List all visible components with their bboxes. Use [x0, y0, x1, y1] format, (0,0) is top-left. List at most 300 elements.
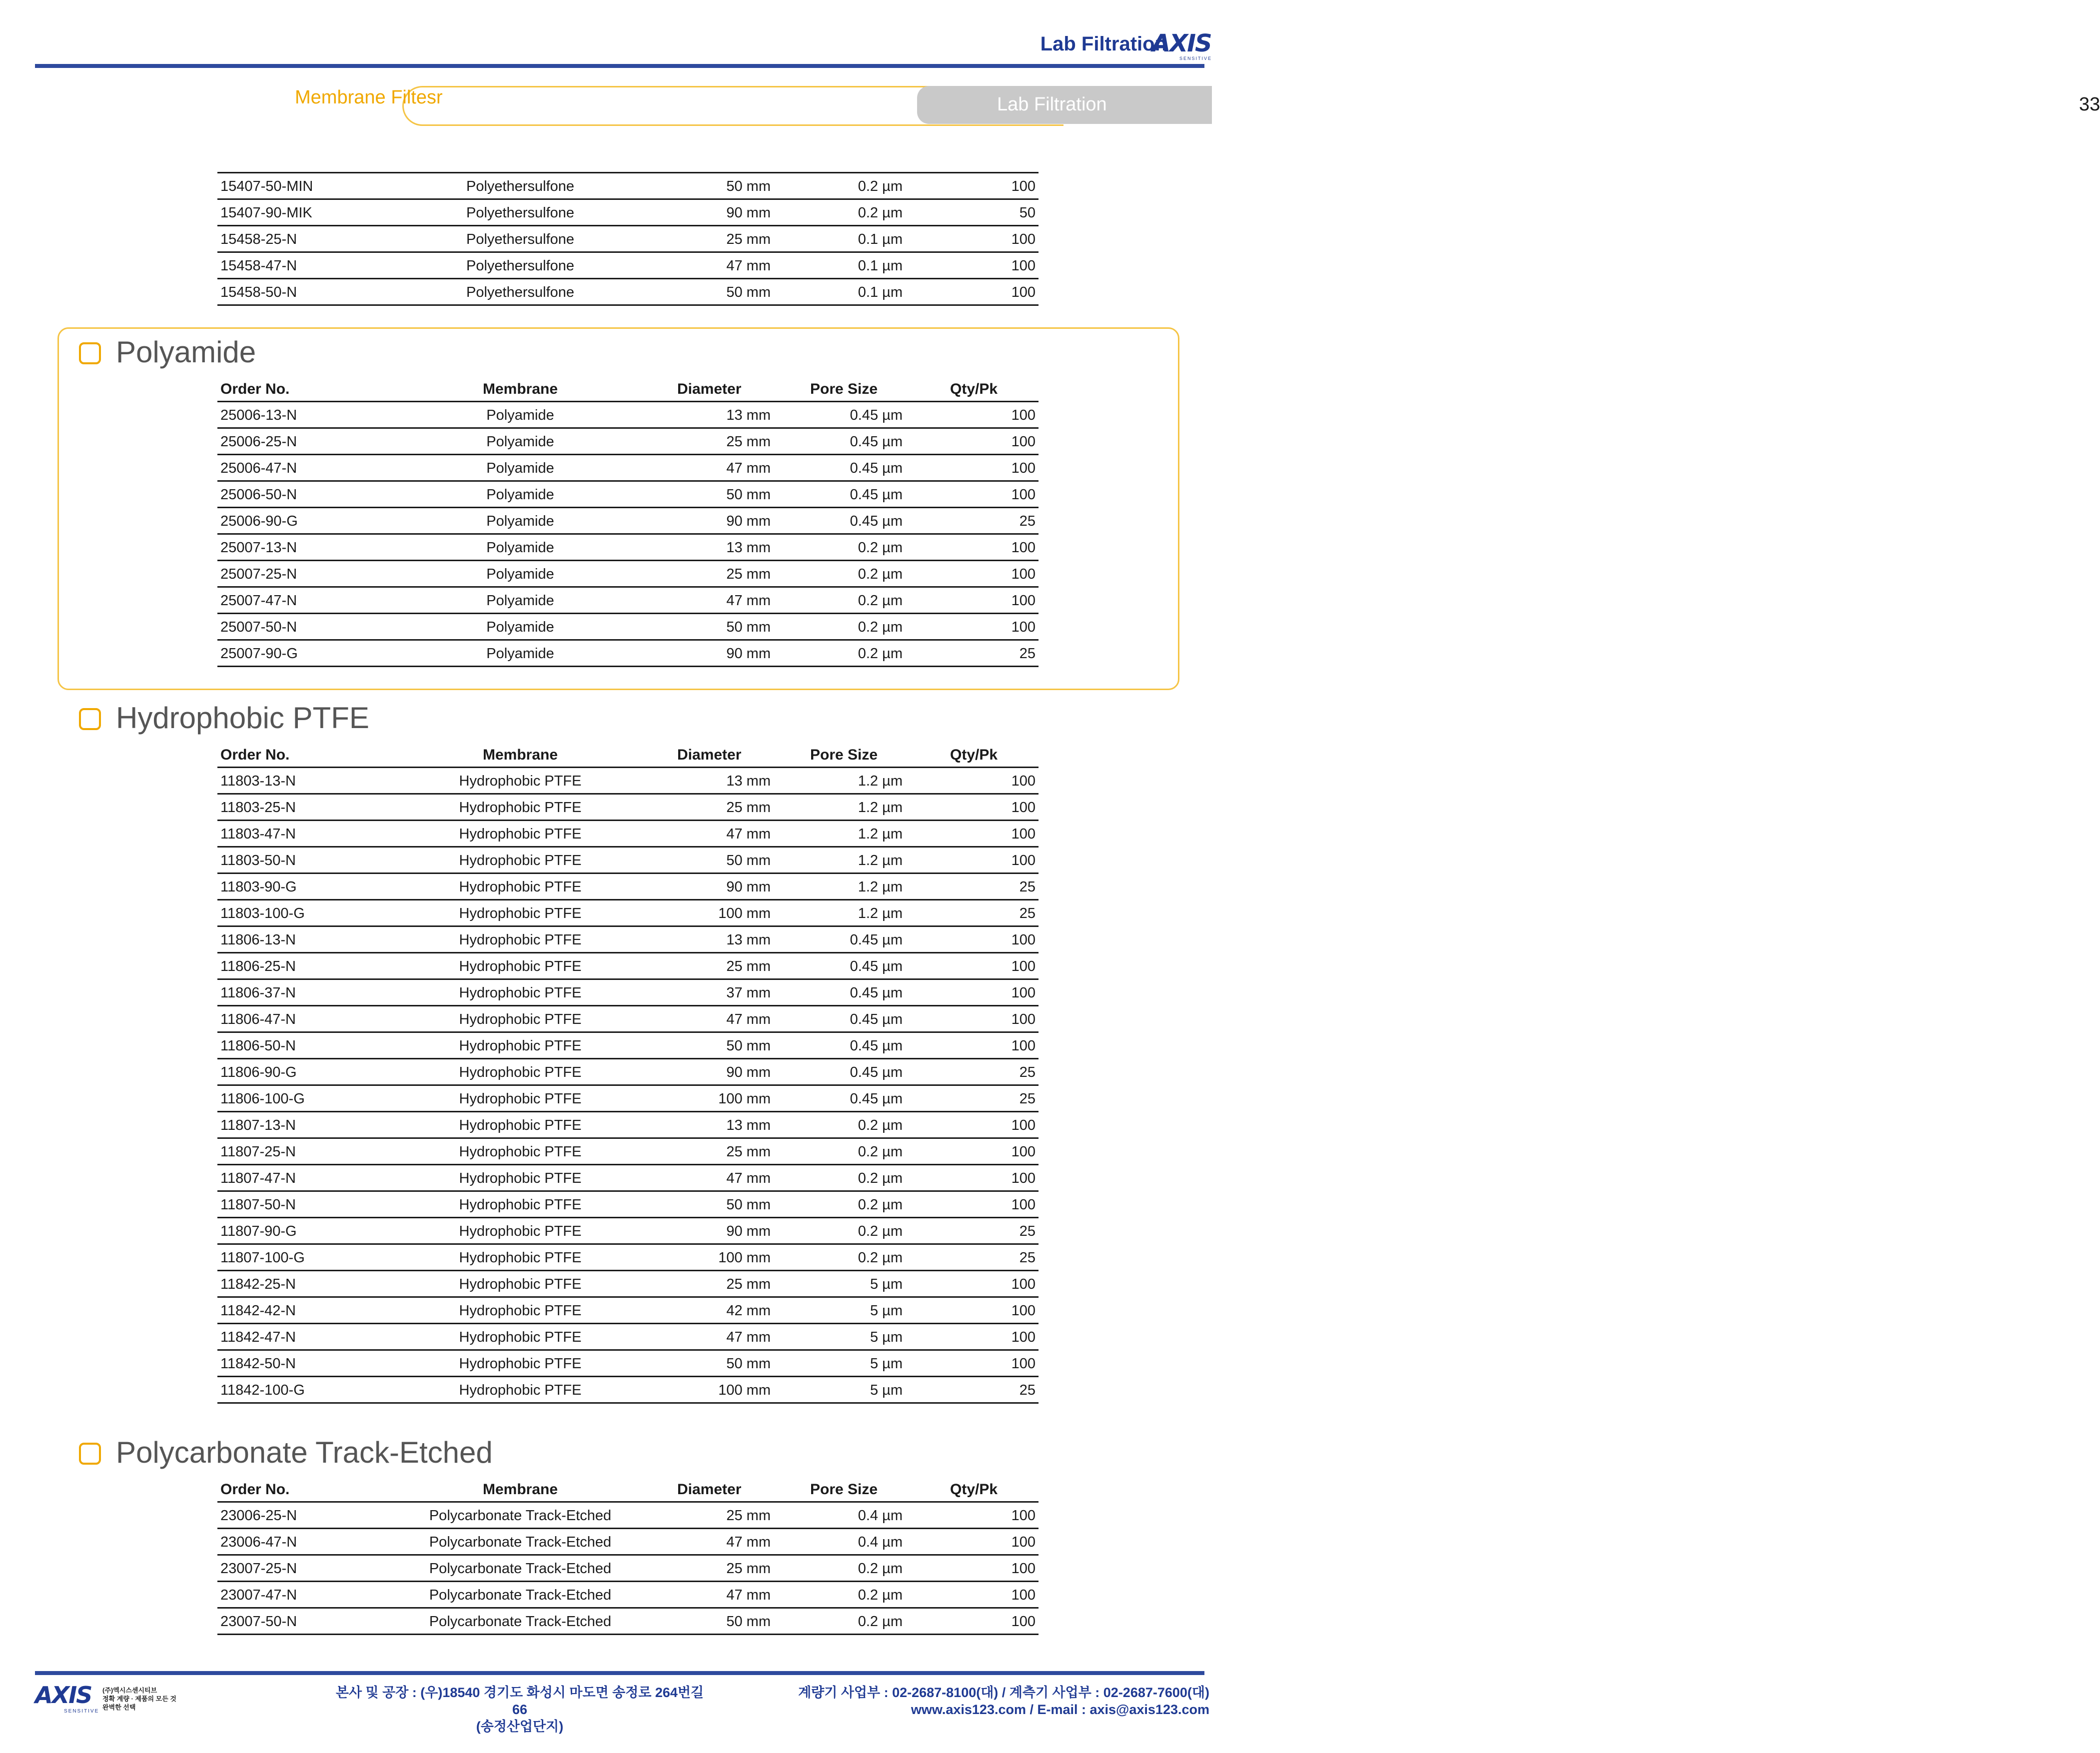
cell-membrane: Polycarbonate Track-Etched: [429, 1508, 612, 1524]
cell-membrane: Polycarbonate Track-Etched: [429, 1587, 612, 1603]
cell-order-no: 11803-50-N: [220, 853, 296, 869]
table-row: [217, 1033, 1039, 1059]
cell-membrane: Hydrophobic PTFE: [459, 800, 582, 816]
cell-pore-size: 0.1 µm: [858, 284, 903, 300]
cell-diameter: 50 mm: [726, 1038, 771, 1054]
cell-diameter: 90 mm: [726, 205, 771, 221]
cell-pore-size: 1.2 µm: [858, 879, 903, 895]
cell-order-no: 25007-25-N: [220, 566, 297, 582]
cell-qty-pk: 50: [1019, 205, 1036, 221]
cell-pore-size: 0.45 µm: [850, 1011, 903, 1027]
cell-membrane: Polyamide: [486, 407, 554, 423]
checkbox-icon: [79, 342, 101, 364]
table-row: [217, 1529, 1039, 1556]
cell-membrane: Polycarbonate Track-Etched: [429, 1614, 612, 1630]
cell-pore-size: 0.2 µm: [858, 1561, 903, 1577]
cell-diameter: 13 mm: [726, 407, 771, 423]
cell-pore-size: 0.1 µm: [858, 258, 903, 274]
cell-pore-size: 1.2 µm: [858, 826, 903, 842]
cell-qty-pk: 100: [1011, 1011, 1036, 1027]
cell-pore-size: 0.2 µm: [858, 646, 903, 662]
column-header-membrane: Membrane: [482, 747, 558, 763]
footer-contact: [798, 1684, 1209, 1718]
polycarbonate-table: [217, 1476, 1039, 1635]
cell-membrane: Hydrophobic PTFE: [459, 1197, 582, 1213]
header-title: Lab Filtration: [1040, 33, 1167, 55]
table-row: [217, 1351, 1039, 1377]
polyamide-section-title: [79, 335, 256, 369]
column-header-diameter: Diameter: [677, 747, 742, 763]
column-header-order-no: Order No.: [220, 747, 290, 763]
cell-diameter: 100 mm: [718, 1250, 771, 1266]
cell-diameter: 50 mm: [726, 284, 771, 300]
table-row: [217, 821, 1039, 848]
cell-membrane: Polyethersulfone: [466, 284, 575, 300]
cell-membrane: Hydrophobic PTFE: [459, 1329, 582, 1345]
cell-diameter: 50 mm: [726, 1197, 771, 1213]
table-row: [217, 279, 1039, 306]
table-row: [217, 588, 1039, 614]
cell-order-no: 11807-50-N: [220, 1197, 296, 1213]
cell-membrane: Polyamide: [486, 434, 554, 450]
cell-pore-size: 0.45 µm: [850, 487, 903, 503]
table-row: [217, 1503, 1039, 1529]
cell-pore-size: 0.45 µm: [850, 1064, 903, 1080]
cell-order-no: 25007-13-N: [220, 540, 297, 556]
table-row: [217, 1165, 1039, 1192]
table-row: [217, 1324, 1039, 1351]
cell-qty-pk: 100: [1011, 619, 1036, 635]
cell-order-no: 23007-25-N: [220, 1561, 297, 1577]
cell-qty-pk: 25: [1019, 1382, 1036, 1398]
cell-pore-size: 0.45 µm: [850, 460, 903, 476]
cell-qty-pk: 100: [1011, 1356, 1036, 1372]
cell-membrane: Polyamide: [486, 646, 554, 662]
chapter-tab-label: Lab Filtration: [997, 94, 1107, 115]
cell-qty-pk: 25: [1019, 879, 1036, 895]
table-row: [217, 953, 1039, 980]
cell-order-no: 23006-25-N: [220, 1508, 297, 1524]
cell-pore-size: 1.2 µm: [858, 773, 903, 789]
cell-membrane: Hydrophobic PTFE: [459, 985, 582, 1001]
cell-diameter: 47 mm: [726, 1170, 771, 1186]
cell-qty-pk: 100: [1011, 178, 1036, 194]
cell-order-no: 11807-100-G: [220, 1250, 305, 1266]
cell-qty-pk: 100: [1011, 985, 1036, 1001]
table-row: [217, 848, 1039, 874]
cell-diameter: 47 mm: [726, 593, 771, 609]
cell-pore-size: 0.2 µm: [858, 1223, 903, 1239]
cell-qty-pk: 100: [1011, 1276, 1036, 1292]
cell-qty-pk: 25: [1019, 1250, 1036, 1266]
cell-qty-pk: 100: [1011, 284, 1036, 300]
cell-membrane: Hydrophobic PTFE: [459, 1303, 582, 1319]
cell-pore-size: 0.45 µm: [850, 985, 903, 1001]
table-row: [217, 1112, 1039, 1139]
cell-diameter: 47 mm: [726, 1011, 771, 1027]
cell-order-no: 25006-25-N: [220, 434, 297, 450]
cell-pore-size: 0.1 µm: [858, 231, 903, 247]
cell-qty-pk: 100: [1011, 1038, 1036, 1054]
cell-diameter: 25 mm: [726, 800, 771, 816]
cell-diameter: 50 mm: [726, 1614, 771, 1630]
cell-qty-pk: 25: [1019, 1223, 1036, 1239]
cell-qty-pk: 100: [1011, 1303, 1036, 1319]
cell-membrane: Hydrophobic PTFE: [459, 1011, 582, 1027]
cell-membrane: Hydrophobic PTFE: [459, 773, 582, 789]
cell-order-no: 11806-13-N: [220, 932, 296, 948]
footer-divider: [35, 1671, 1204, 1675]
cell-membrane: Polyamide: [486, 487, 554, 503]
table-row: [217, 614, 1039, 641]
cell-membrane: Hydrophobic PTFE: [459, 1064, 582, 1080]
cell-membrane: Hydrophobic PTFE: [459, 932, 582, 948]
table-row: [217, 1609, 1039, 1635]
column-header-qty-pk: Qty/Pk: [950, 1481, 998, 1498]
cell-pore-size: 1.2 µm: [858, 853, 903, 869]
cell-qty-pk: 100: [1011, 1534, 1036, 1550]
cell-diameter: 50 mm: [726, 487, 771, 503]
cell-diameter: 47 mm: [726, 1587, 771, 1603]
cell-qty-pk: 100: [1011, 593, 1036, 609]
cell-order-no: 11803-13-N: [220, 773, 296, 789]
cell-diameter: 13 mm: [726, 773, 771, 789]
cell-membrane: Hydrophobic PTFE: [459, 1356, 582, 1372]
table-row: [217, 1086, 1039, 1112]
cell-membrane: Hydrophobic PTFE: [459, 1170, 582, 1186]
table-row: [217, 429, 1039, 455]
cell-order-no: 11842-100-G: [220, 1382, 305, 1398]
cell-diameter: 25 mm: [726, 1144, 771, 1160]
table-header-row: [217, 376, 1039, 402]
logo-text: AXIS: [1152, 29, 1211, 57]
cell-pore-size: 0.4 µm: [858, 1534, 903, 1550]
column-header-order-no: Order No.: [220, 381, 290, 397]
cell-qty-pk: 100: [1011, 932, 1036, 948]
address-line: 본사 및 공장 : (우)18540 경기도 화성시 마도면 송정로 264번길 66: [335, 1685, 704, 1717]
cell-pore-size: 0.4 µm: [858, 1508, 903, 1524]
column-header-diameter: Diameter: [677, 1481, 742, 1498]
table-row: [217, 200, 1039, 226]
cell-order-no: 15458-25-N: [220, 231, 297, 247]
section-title-text: Hydrophobic PTFE: [116, 701, 369, 735]
cell-diameter: 25 mm: [726, 231, 771, 247]
table-row: [217, 927, 1039, 953]
table-row: [217, 1271, 1039, 1298]
cell-qty-pk: 100: [1011, 258, 1036, 274]
cell-order-no: 15458-47-N: [220, 258, 297, 274]
cell-membrane: Polyethersulfone: [466, 231, 575, 247]
cell-order-no: 11806-47-N: [220, 1011, 296, 1027]
cell-membrane: Polyamide: [486, 566, 554, 582]
cell-pore-size: 1.2 µm: [858, 800, 903, 816]
cell-diameter: 25 mm: [726, 958, 771, 974]
cell-pore-size: 0.2 µm: [858, 1117, 903, 1133]
cell-membrane: Hydrophobic PTFE: [459, 853, 582, 869]
table-row: [217, 1059, 1039, 1086]
table-row: [217, 1556, 1039, 1582]
cell-pore-size: 0.2 µm: [858, 593, 903, 609]
cell-order-no: 25007-90-G: [220, 646, 298, 662]
cell-pore-size: 0.2 µm: [858, 205, 903, 221]
column-header-qty-pk: Qty/Pk: [950, 747, 998, 763]
cell-diameter: 47 mm: [726, 1534, 771, 1550]
company-slogan: 정확 계량 · 제품의 모든 것: [102, 1695, 176, 1703]
cell-pore-size: 5 µm: [870, 1303, 903, 1319]
table-row: [217, 1582, 1039, 1609]
table-header-row: [217, 1476, 1039, 1503]
cell-order-no: 23007-50-N: [220, 1614, 297, 1630]
cell-diameter: 47 mm: [726, 1329, 771, 1345]
cell-diameter: 50 mm: [726, 178, 771, 194]
checkbox-icon: [79, 708, 101, 730]
table-row: [217, 226, 1039, 253]
cell-membrane: Hydrophobic PTFE: [459, 879, 582, 895]
cell-diameter: 13 mm: [726, 540, 771, 556]
table-row: [217, 508, 1039, 535]
cell-membrane: Hydrophobic PTFE: [459, 1038, 582, 1054]
cell-order-no: 25007-50-N: [220, 619, 297, 635]
table-row: [217, 768, 1039, 795]
phone-line: 계량기 사업부 : 02-2687-8100(대) / 계측기 사업부 : 02-2687-7600(대): [798, 1685, 1209, 1700]
cell-pore-size: 5 µm: [870, 1356, 903, 1372]
cell-diameter: 25 mm: [726, 566, 771, 582]
cell-order-no: 25007-47-N: [220, 593, 297, 609]
footer-company: [102, 1686, 176, 1712]
cell-qty-pk: 100: [1011, 1144, 1036, 1160]
table-row: [217, 1245, 1039, 1271]
cell-diameter: 47 mm: [726, 460, 771, 476]
cell-diameter: 25 mm: [726, 1561, 771, 1577]
polycarbonate-section-title: [79, 1435, 493, 1470]
cell-membrane: Polycarbonate Track-Etched: [429, 1561, 612, 1577]
table-header-row: [217, 742, 1039, 768]
cell-pore-size: 0.2 µm: [858, 1250, 903, 1266]
cell-diameter: 90 mm: [726, 1064, 771, 1080]
cell-pore-size: 5 µm: [870, 1276, 903, 1292]
column-header-pore-size: Pore Size: [810, 747, 878, 763]
cell-membrane: Polyamide: [486, 460, 554, 476]
cell-qty-pk: 100: [1011, 773, 1036, 789]
cell-diameter: 47 mm: [726, 826, 771, 842]
cell-diameter: 37 mm: [726, 985, 771, 1001]
table-row: [217, 455, 1039, 482]
cell-pore-size: 0.2 µm: [858, 178, 903, 194]
cell-diameter: 100 mm: [718, 1382, 771, 1398]
cell-diameter: 25 mm: [726, 434, 771, 450]
cell-qty-pk: 100: [1011, 1170, 1036, 1186]
cell-membrane: Polycarbonate Track-Etched: [429, 1534, 612, 1550]
table-row: [217, 1218, 1039, 1245]
cell-qty-pk: 100: [1011, 853, 1036, 869]
cell-diameter: 13 mm: [726, 1117, 771, 1133]
logo-subtext: SENSITIVE: [1179, 56, 1212, 61]
cell-pore-size: 0.45 µm: [850, 932, 903, 948]
header-divider: [35, 64, 1204, 68]
cell-qty-pk: 100: [1011, 460, 1036, 476]
pes-table: [217, 172, 1039, 306]
cell-pore-size: 0.45 µm: [850, 958, 903, 974]
cell-order-no: 11842-25-N: [220, 1276, 296, 1292]
cell-diameter: 25 mm: [726, 1508, 771, 1524]
cell-pore-size: 0.2 µm: [858, 1170, 903, 1186]
cell-qty-pk: 25: [1019, 905, 1036, 921]
footer-logo-subtext: SENSITIVE: [64, 1709, 99, 1714]
cell-order-no: 15407-50-MIN: [220, 178, 313, 194]
cell-qty-pk: 100: [1011, 800, 1036, 816]
cell-pore-size: 1.2 µm: [858, 905, 903, 921]
cell-diameter: 42 mm: [726, 1303, 771, 1319]
cell-order-no: 11803-100-G: [220, 905, 305, 921]
cell-diameter: 13 mm: [726, 932, 771, 948]
table-row: [217, 874, 1039, 900]
cell-membrane: Hydrophobic PTFE: [459, 1144, 582, 1160]
cell-order-no: 15458-50-N: [220, 284, 297, 300]
cell-qty-pk: 100: [1011, 566, 1036, 582]
cell-qty-pk: 100: [1011, 1117, 1036, 1133]
cell-pore-size: 0.45 µm: [850, 1091, 903, 1107]
cell-qty-pk: 100: [1011, 1561, 1036, 1577]
polyamide-table: [217, 376, 1039, 667]
cell-diameter: 50 mm: [726, 619, 771, 635]
table-row: [217, 173, 1039, 200]
address-line: (송정산업단지): [476, 1719, 564, 1734]
cell-qty-pk: 25: [1019, 513, 1036, 529]
table-row: [217, 1192, 1039, 1218]
cell-pore-size: 0.45 µm: [850, 1038, 903, 1054]
cell-qty-pk: 100: [1011, 1197, 1036, 1213]
cell-diameter: 50 mm: [726, 1356, 771, 1372]
cell-qty-pk: 100: [1011, 1508, 1036, 1524]
cell-membrane: Polyethersulfone: [466, 178, 575, 194]
ptfe-table: [217, 742, 1039, 1404]
cell-order-no: 11806-25-N: [220, 958, 296, 974]
cell-membrane: Hydrophobic PTFE: [459, 826, 582, 842]
cell-membrane: Hydrophobic PTFE: [459, 1117, 582, 1133]
cell-order-no: 23006-47-N: [220, 1534, 297, 1550]
cell-qty-pk: 100: [1011, 231, 1036, 247]
cell-qty-pk: 100: [1011, 1587, 1036, 1603]
cell-qty-pk: 100: [1011, 407, 1036, 423]
cell-pore-size: 0.45 µm: [850, 513, 903, 529]
cell-order-no: 11807-90-G: [220, 1223, 297, 1239]
table-row: [217, 641, 1039, 667]
cell-order-no: 11842-42-N: [220, 1303, 296, 1319]
cell-qty-pk: 100: [1011, 540, 1036, 556]
section-title-text: Polyamide: [116, 335, 256, 369]
cell-order-no: 11803-47-N: [220, 826, 296, 842]
table-row: [217, 1006, 1039, 1033]
cell-diameter: 100 mm: [718, 905, 771, 921]
table-row: [217, 535, 1039, 561]
cell-pore-size: 0.2 µm: [858, 1614, 903, 1630]
cell-pore-size: 0.2 µm: [858, 619, 903, 635]
cell-qty-pk: 25: [1019, 1091, 1036, 1107]
cell-order-no: 25006-90-G: [220, 513, 298, 529]
checkbox-icon: [79, 1443, 101, 1465]
company-slogan-2: 완벽한 선택: [102, 1704, 136, 1711]
cell-pore-size: 0.2 µm: [858, 1144, 903, 1160]
cell-order-no: 11806-37-N: [220, 985, 296, 1001]
cell-order-no: 11806-100-G: [220, 1091, 305, 1107]
cell-diameter: 90 mm: [726, 879, 771, 895]
cell-membrane: Polyethersulfone: [466, 205, 575, 221]
cell-pore-size: 5 µm: [870, 1382, 903, 1398]
table-row: [217, 1377, 1039, 1404]
footer-logo: [35, 1682, 100, 1714]
cell-membrane: Polyethersulfone: [466, 258, 575, 274]
chapter-tab: [917, 86, 2100, 124]
column-header-order-no: Order No.: [220, 1481, 290, 1498]
cell-order-no: 11803-90-G: [220, 879, 297, 895]
cell-diameter: 100 mm: [718, 1091, 771, 1107]
cell-membrane: Hydrophobic PTFE: [459, 1091, 582, 1107]
cell-diameter: 50 mm: [726, 853, 771, 869]
table-row: [217, 795, 1039, 821]
cell-qty-pk: 100: [1011, 1329, 1036, 1345]
company-name: (주)엑시스센시티브: [102, 1687, 157, 1694]
column-header-diameter: Diameter: [677, 381, 742, 397]
cell-qty-pk: 100: [1011, 487, 1036, 503]
column-header-qty-pk: Qty/Pk: [950, 381, 998, 397]
cell-membrane: Hydrophobic PTFE: [459, 1223, 582, 1239]
cell-membrane: Hydrophobic PTFE: [459, 1250, 582, 1266]
cell-membrane: Hydrophobic PTFE: [459, 1382, 582, 1398]
table-row: [217, 1298, 1039, 1324]
table-row: [217, 402, 1039, 429]
cell-membrane: Polyamide: [486, 619, 554, 635]
cell-pore-size: 0.45 µm: [850, 434, 903, 450]
cell-order-no: 23007-47-N: [220, 1587, 297, 1603]
cell-diameter: 90 mm: [726, 646, 771, 662]
cell-order-no: 15407-90-MIK: [220, 205, 312, 221]
page-number: 33: [2079, 94, 2100, 115]
table-row: [217, 561, 1039, 588]
axis-logo: [1152, 29, 1213, 61]
table-row: [217, 900, 1039, 927]
cell-qty-pk: 25: [1019, 1064, 1036, 1080]
cell-order-no: 25006-47-N: [220, 460, 297, 476]
cell-order-no: 11807-13-N: [220, 1117, 296, 1133]
ptfe-section-title: [79, 701, 369, 735]
cell-diameter: 47 mm: [726, 258, 771, 274]
cell-order-no: 11803-25-N: [220, 800, 296, 816]
column-header-membrane: Membrane: [482, 1481, 558, 1498]
section-tab-label: Membrane Filtesr: [295, 87, 443, 108]
cell-membrane: Polyamide: [486, 593, 554, 609]
cell-order-no: 11806-90-G: [220, 1064, 297, 1080]
column-header-pore-size: Pore Size: [810, 1481, 878, 1498]
cell-order-no: 11807-25-N: [220, 1144, 296, 1160]
footer-address: [330, 1684, 710, 1735]
cell-pore-size: 0.2 µm: [858, 1587, 903, 1603]
cell-membrane: Hydrophobic PTFE: [459, 905, 582, 921]
cell-order-no: 11842-50-N: [220, 1356, 296, 1372]
cell-order-no: 11842-47-N: [220, 1329, 296, 1345]
footer-logo-text: AXIS: [35, 1682, 92, 1709]
cell-membrane: Polyamide: [486, 540, 554, 556]
cell-pore-size: 5 µm: [870, 1329, 903, 1345]
table-row: [217, 980, 1039, 1006]
cell-diameter: 90 mm: [726, 513, 771, 529]
cell-membrane: Hydrophobic PTFE: [459, 958, 582, 974]
table-row: [217, 482, 1039, 508]
cell-diameter: 90 mm: [726, 1223, 771, 1239]
section-title-text: Polycarbonate Track-Etched: [116, 1436, 493, 1469]
cell-order-no: 11807-47-N: [220, 1170, 296, 1186]
web-email-line: www.axis123.com / E-mail : axis@axis123.com: [911, 1702, 1209, 1717]
table-row: [217, 1139, 1039, 1165]
